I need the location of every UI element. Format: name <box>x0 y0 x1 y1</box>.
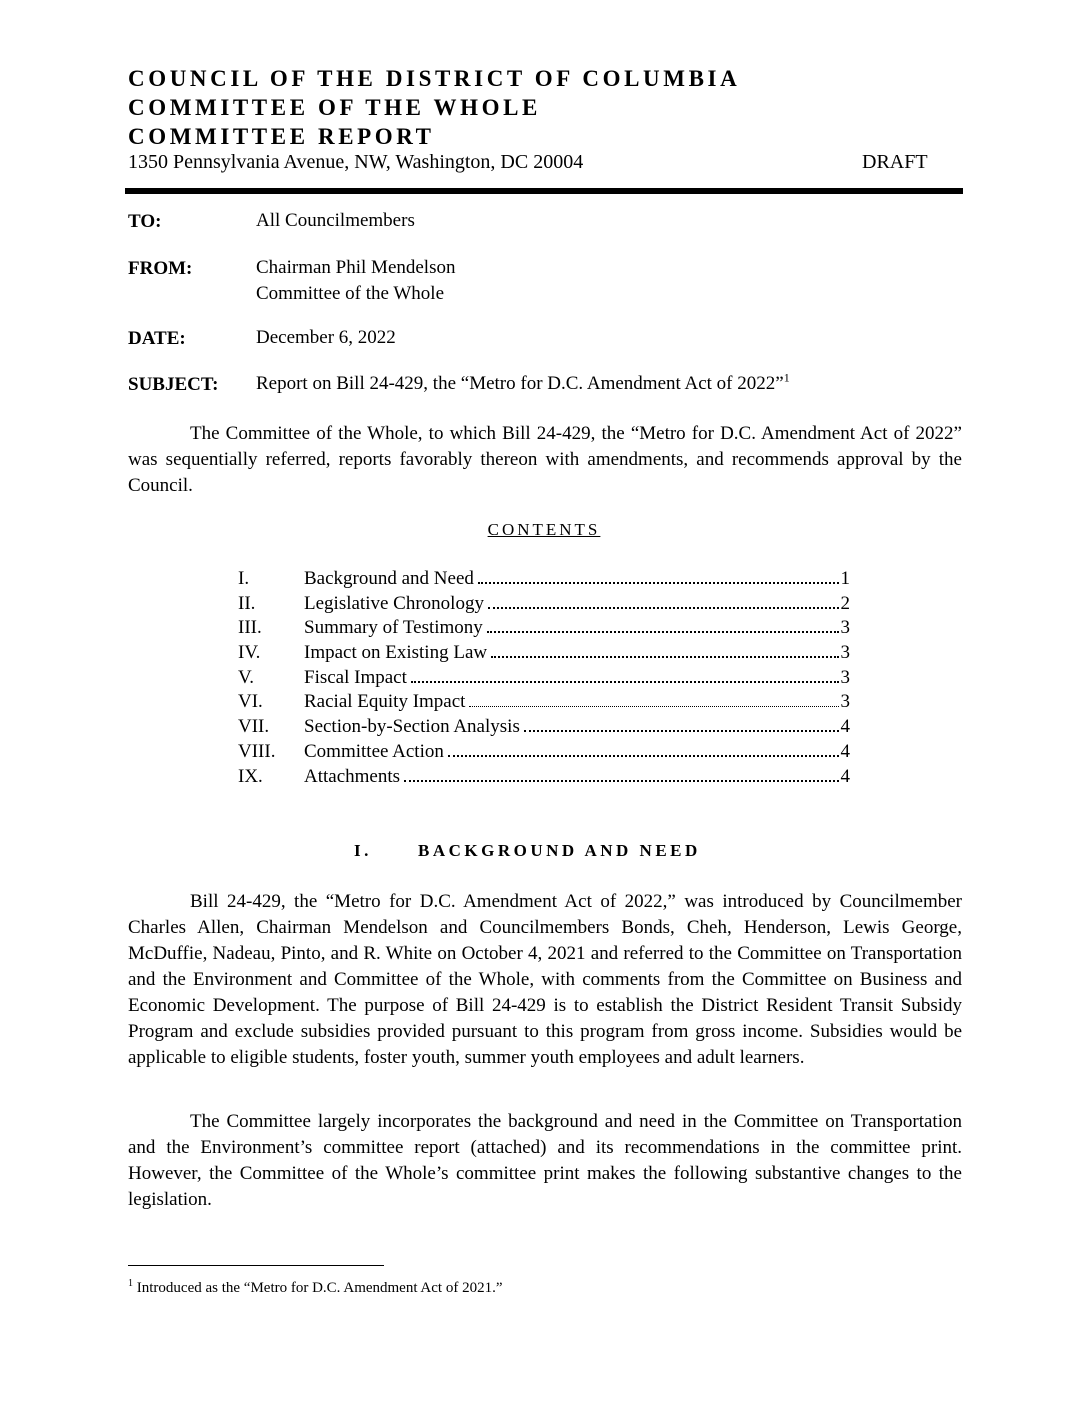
subject-text: Report on Bill 24-429, the “Metro for D.C. Amendment Act of 2022” <box>256 373 784 394</box>
toc-item <box>238 716 850 741</box>
toc-leader <box>404 780 838 782</box>
toc-page: 4 <box>840 765 850 787</box>
toc-title: Summary of Testimony <box>304 617 483 639</box>
from-label: FROM: <box>128 258 193 279</box>
from-committee: Committee of the Whole <box>256 283 445 304</box>
background-paragraph-2: The Committee largely incorporates the background and need in the Committee on Transportation and the Environment’s committee report (attached) and its recommendations in the committee print. However, the Committee of the Whole’s committee print makes the following substantive changes to the legislation. <box>128 1111 962 1210</box>
header-rule <box>125 188 963 194</box>
toc-item <box>238 667 850 692</box>
footnote-number: 1 <box>128 1278 133 1289</box>
toc-leader <box>448 755 839 757</box>
toc-number: IX. <box>238 765 263 787</box>
draft-status: DRAFT <box>862 151 928 173</box>
toc-number: V. <box>238 666 255 688</box>
toc-leader <box>469 706 838 707</box>
table-of-contents <box>238 568 850 790</box>
background-paragraph-1: Bill 24-429, the “Metro for D.C. Amendment Act of 2022,” was introduced by Councilmember Charles Allen, Chairman Mendelson and Councilmembers Bonds, Cheh, Henderson, Lewis George, McDuffie, Nadeau, Pinto, and R. White on October 4, 2021 and referred to the Committee on Transportation and the Environment and Committee of the Whole, with comments from the Committee on Business and Economic Development. The purpose of Bill 24-429 is to establish the District Resident Transit Subsidy Program and exclude subsidies provided pursuant to this program from gross income. Subsidies would be applicable to eligible students, foster youth, summer youth employees and adult learners. <box>128 891 962 1068</box>
toc-title: Impact on Existing Law <box>304 642 488 664</box>
section-number: I. <box>354 841 372 860</box>
toc-number: VI. <box>238 691 263 713</box>
toc-page: 3 <box>840 691 850 713</box>
subject-label: SUBJECT: <box>128 374 219 395</box>
toc-item <box>238 568 850 593</box>
toc-number: I. <box>238 568 250 589</box>
toc-title: Background and Need <box>304 568 474 589</box>
council-address: 1350 Pennsylvania Avenue, NW, Washington, DC 20004 <box>128 151 584 173</box>
toc-number: IV. <box>238 642 261 664</box>
toc-page: 2 <box>840 592 850 614</box>
to-label: TO: <box>128 211 162 232</box>
toc-page: 3 <box>840 642 850 664</box>
toc-title: Legislative Chronology <box>304 592 484 614</box>
toc-title: Committee Action <box>304 740 444 762</box>
toc-page: 1 <box>840 568 850 589</box>
toc-leader <box>524 730 839 732</box>
toc-page: 4 <box>840 740 850 762</box>
toc-number: VIII. <box>238 740 276 762</box>
from-value <box>256 255 455 307</box>
subject-value <box>256 371 790 397</box>
toc-item <box>238 593 850 618</box>
toc-item <box>238 642 850 667</box>
date-value: December 6, 2022 <box>256 327 396 348</box>
to-value: All Councilmembers <box>256 210 415 231</box>
toc-leader <box>487 631 839 633</box>
toc-leader <box>411 681 839 683</box>
date-label: DATE: <box>128 328 186 349</box>
footnote-text: Introduced as the “Metro for D.C. Amendment Act of 2021.” <box>136 1280 503 1296</box>
toc-title: Racial Equity Impact <box>304 691 466 713</box>
footnote-rule <box>128 1265 384 1266</box>
footnote-reference: 1 <box>783 370 790 385</box>
committee-title: COMMITTEE OF THE WHOLE <box>128 95 541 120</box>
report-title: COMMITTEE REPORT <box>128 124 435 149</box>
toc-page: 3 <box>840 617 850 639</box>
toc-item <box>238 691 850 716</box>
from-name: Chairman Phil Mendelson <box>256 257 456 278</box>
toc-item <box>238 766 850 791</box>
toc-title: Attachments <box>304 765 401 787</box>
toc-title: Fiscal Impact <box>304 666 407 688</box>
toc-item <box>238 741 850 766</box>
council-title: COUNCIL OF THE DISTRICT OF COLUMBIA <box>128 66 741 91</box>
intro-paragraph: The Committee of the Whole, to which Bill 24-429, the “Metro for D.C. Amendment Act of 2022” was sequentially referred, reports favorably thereon with amendments, and recommends approval by the Council. <box>128 423 962 496</box>
toc-leader <box>491 656 838 658</box>
toc-leader <box>478 582 839 584</box>
toc-page: 3 <box>840 666 850 688</box>
toc-number: VII. <box>238 716 270 738</box>
toc-title: Section-by-Section Analysis <box>304 716 520 738</box>
section-heading <box>354 841 701 861</box>
contents-heading: CONTENTS <box>487 520 601 539</box>
toc-item <box>238 617 850 642</box>
section-title: BACKGROUND AND NEED <box>418 841 701 860</box>
toc-number: II. <box>238 592 256 614</box>
footnote <box>128 1278 503 1297</box>
toc-number: III. <box>238 617 262 639</box>
toc-leader <box>488 607 839 609</box>
toc-page: 4 <box>840 716 850 738</box>
